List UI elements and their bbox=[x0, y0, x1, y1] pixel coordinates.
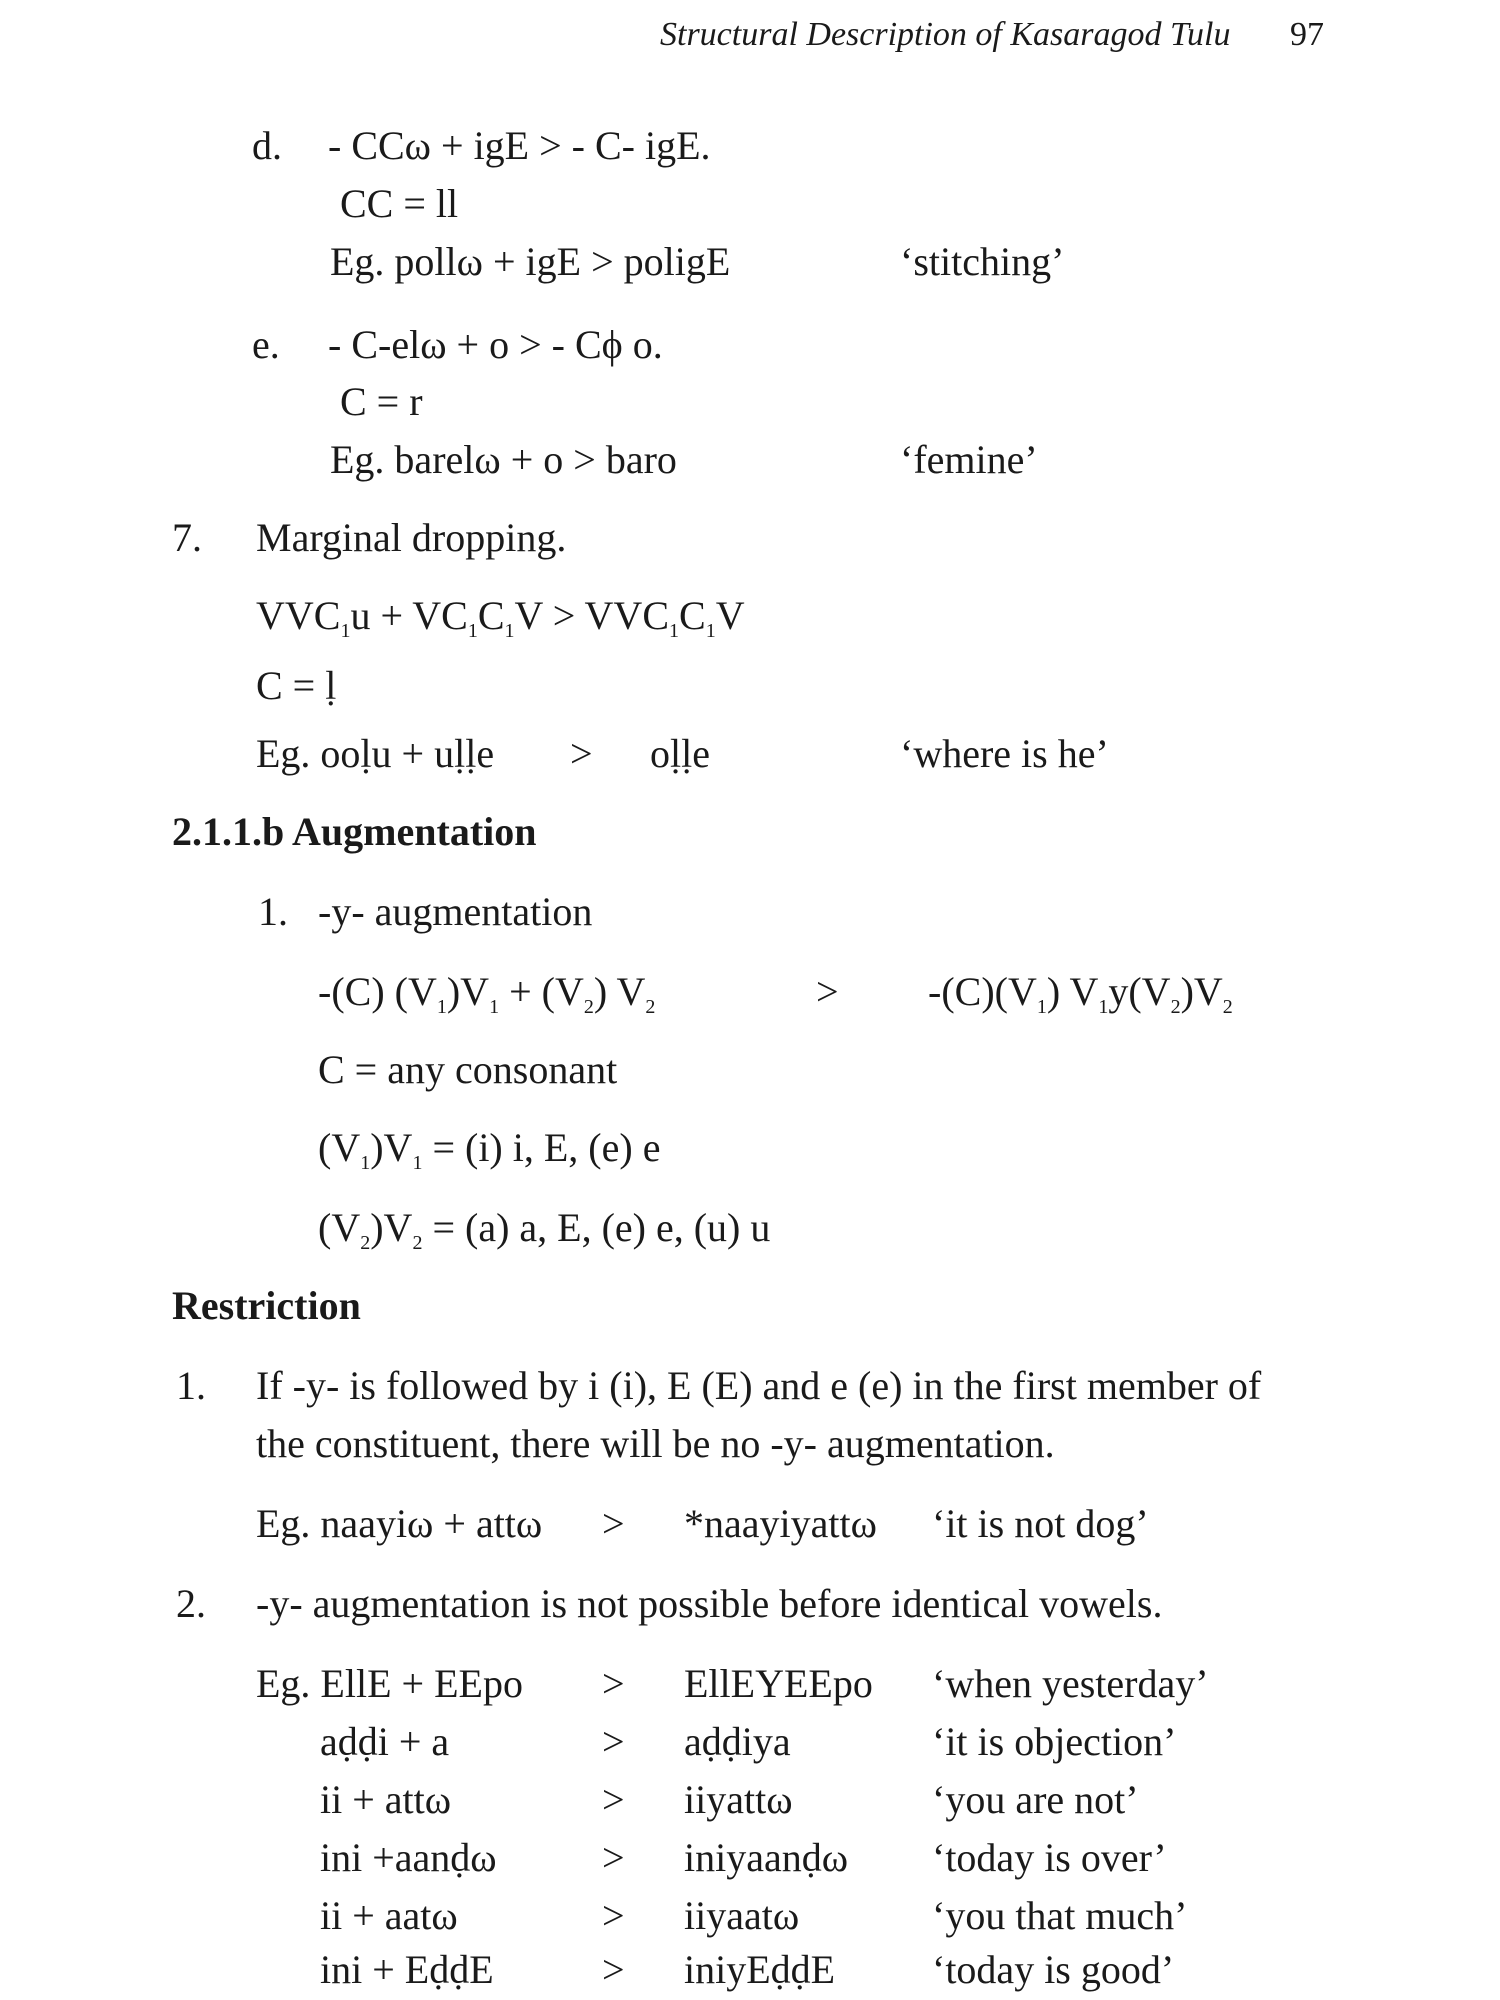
section-7-formula: $VVC_1u + VC_1C_1V > VVC_1C_1V$ bbox=[256, 593, 745, 642]
section-7-title: Marginal dropping. bbox=[256, 515, 567, 560]
restriction-1-number: 1. bbox=[176, 1363, 206, 1408]
example-left: ini +aanḍω bbox=[320, 1835, 497, 1880]
rule-d-condition: CC = ll bbox=[340, 181, 459, 226]
rule-d-label: d. bbox=[252, 123, 282, 168]
restriction-heading: Restriction bbox=[172, 1283, 361, 1328]
example-arrow: > bbox=[602, 1835, 625, 1880]
rule-d-formula: - CCω + igE > - C- igE. bbox=[328, 123, 711, 168]
restriction-2-number: 2. bbox=[176, 1581, 206, 1626]
section-heading: 2.1.1.b Augmentation bbox=[172, 809, 537, 854]
aug-arrow: > bbox=[816, 969, 839, 1014]
example-gloss: ‘today is over’ bbox=[932, 1835, 1167, 1880]
example-arrow: > bbox=[602, 1719, 625, 1764]
restriction-1-gloss: ‘it is not dog’ bbox=[932, 1501, 1149, 1546]
restriction-1-arrow: > bbox=[602, 1501, 625, 1546]
example-left: ini + EḍḍE bbox=[320, 1947, 494, 1992]
restriction-1-result: *naayiyattω bbox=[684, 1501, 877, 1546]
example-arrow: > bbox=[602, 1777, 625, 1822]
section-7-gloss: ‘where is he’ bbox=[900, 731, 1109, 776]
section-7-result: oḷḷe bbox=[650, 731, 710, 776]
example-result: iniyEḍḍE bbox=[684, 1947, 836, 1992]
rule-e-formula: - C-elω + o > - Cϕ o. bbox=[328, 322, 663, 367]
rule-d-gloss: ‘stitching’ bbox=[900, 239, 1065, 284]
example-left: ii + attω bbox=[320, 1777, 452, 1822]
aug-v2-line: $(V_2)V_2 = (a)$ a, E, (e) e, (u) u bbox=[318, 1205, 771, 1254]
example-left: ii + aatω bbox=[320, 1893, 458, 1938]
aug-item-title: -y- augmentation bbox=[318, 889, 593, 934]
restriction-1-line1: If -y- is followed by i (i), E (E) and e (e) in the first member of bbox=[256, 1363, 1262, 1408]
aug-formula-right: $-(C)(V_1)$ $V_1y(V_2)V_2$ bbox=[928, 969, 1233, 1018]
restriction-2-text: -y- augmentation is not possible before identical vowels. bbox=[256, 1581, 1163, 1626]
example-gloss: ‘it is objection’ bbox=[932, 1719, 1177, 1764]
aug-item-number: 1. bbox=[258, 889, 288, 934]
example-result: iiyaatω bbox=[684, 1893, 800, 1938]
example-result: iniyaanḍω bbox=[684, 1835, 849, 1880]
section-7-number: 7. bbox=[172, 515, 202, 560]
restriction-1-line2: the constituent, there will be no -y- augmentation. bbox=[256, 1421, 1055, 1466]
aug-formula-left: -(C) $(V_1)V_1 + (V_2)$ $V_2$ bbox=[318, 969, 656, 1018]
running-title: Structural Description of Kasaragod Tulu bbox=[660, 16, 1231, 53]
example-left: aḍḍi + a bbox=[320, 1719, 450, 1764]
restriction-1-example: Eg. naayiω + attω bbox=[256, 1501, 543, 1546]
aug-condition: C = any consonant bbox=[318, 1047, 618, 1092]
rule-d-example: Eg. pollω + igE > poligE bbox=[330, 239, 731, 284]
example-result: aḍḍiya bbox=[684, 1719, 791, 1764]
page-number: 97 bbox=[1290, 16, 1324, 53]
example-arrow: > bbox=[602, 1893, 625, 1938]
example-gloss: ‘you are not’ bbox=[932, 1777, 1139, 1822]
rule-e-label: e. bbox=[252, 322, 280, 367]
example-gloss: ‘when yesterday’ bbox=[932, 1661, 1209, 1706]
section-7-arrow: > bbox=[570, 731, 593, 776]
example-left: Eg. EllE + EEpo bbox=[256, 1661, 523, 1706]
aug-v1-line: $(V_1)V_1 = (i)$ i, E, (e) e bbox=[318, 1125, 661, 1174]
section-7-condition: C = ḷ bbox=[256, 663, 337, 708]
example-result: iiyattω bbox=[684, 1777, 793, 1822]
example-arrow: > bbox=[602, 1661, 625, 1706]
section-7-example: Eg. ooḷu + uḷḷe bbox=[256, 731, 495, 776]
rule-e-condition: C = r bbox=[340, 379, 423, 424]
example-arrow: > bbox=[602, 1947, 625, 1992]
example-gloss: ‘today is good’ bbox=[932, 1947, 1175, 1992]
rule-e-gloss: ‘femine’ bbox=[900, 437, 1038, 482]
example-result: EllEYEEpo bbox=[684, 1661, 873, 1706]
example-gloss: ‘you that much’ bbox=[932, 1893, 1188, 1938]
rule-e-example: Eg. barelω + o > baro bbox=[330, 437, 677, 482]
